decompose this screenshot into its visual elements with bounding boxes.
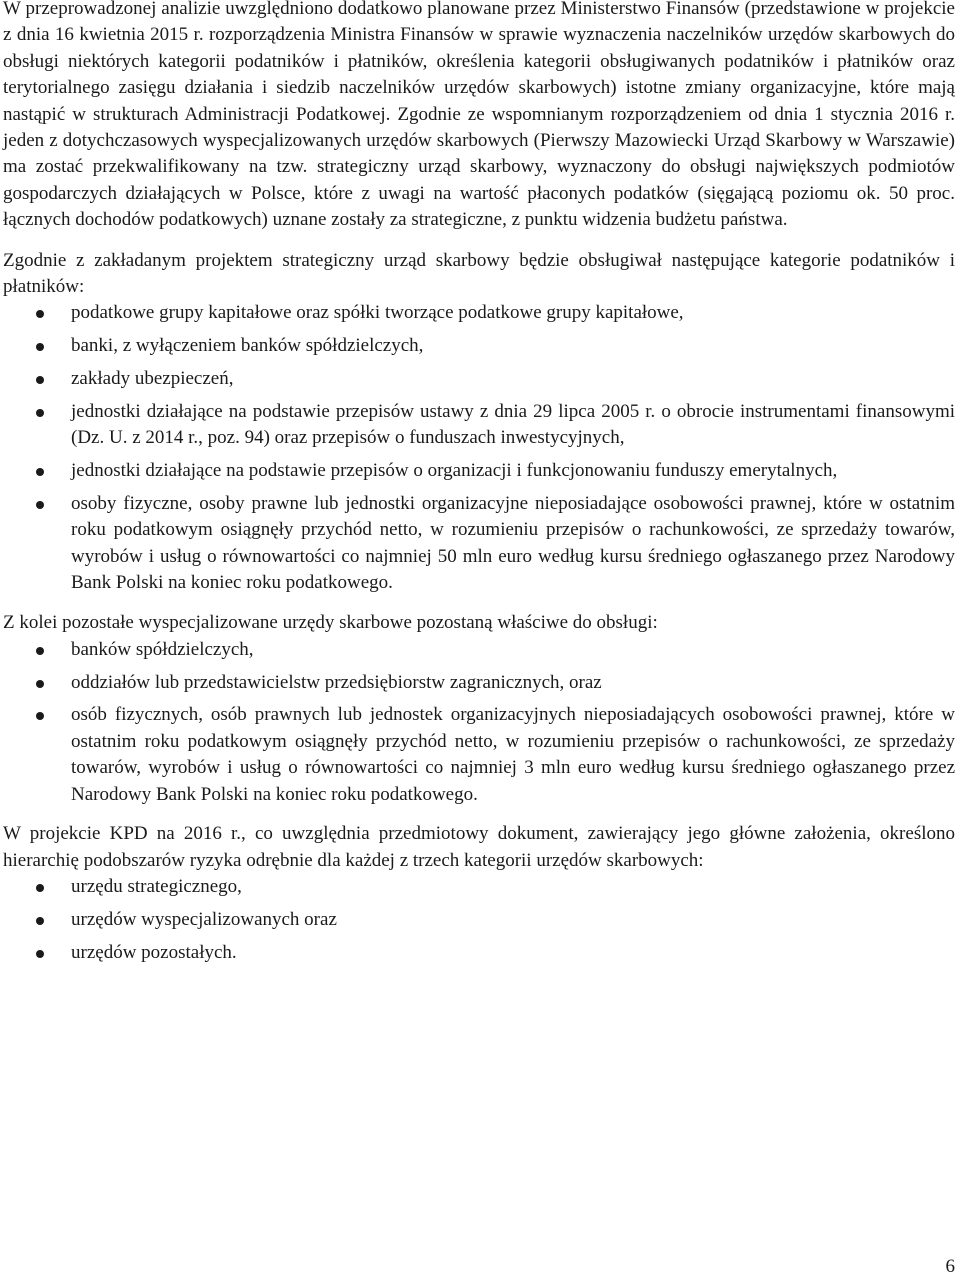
paragraph-kpd-project: W projekcie KPD na 2016 r., co uwzględnia przedmiotowy dokument, zawierający jego główne założenia, określono hierarchię podobszarów ryzyka odrębnie dla każdej z trzech kategorii urzędów skarbowych: <box>3 823 955 871</box>
list-item <box>3 940 955 966</box>
paragraph-analysis-intro: W przeprowadzonej analizie uwzględniono dodatkowo planowane przez Ministerstwo Finansów (przedstawione w projekcie z dnia 16 kwietnia 2015 r. rozporządzenia Ministra Finansów w sprawie wyznaczenia naczelników urzędów skarbowych do obsługi niektórych kategorii podatników i płatników, określenia kategorii obsługiwanych podatników i płatników oraz terytorialnego zasięgu działania i siedzib naczelników urzędów skarbowych) istotne zmiany organizacyjne, które mają nastąpić w strukturach Administracji Podatkowej. Zgodnie ze wspomnianym rozporządzeniem od dnia 1 stycznia 2016 r. jeden z dotychczasowych wyspecjalizowanych urzędów skarbowych (Pierwszy Mazowiecki Urząd Skarbowy w Warszawie) ma zostać przekwalifikowany na tzw. strategiczny urząd skarbowy, wyznaczony do obsługi największych podmiotów gospodarczych działających w Polsce, które z uwagi na wartość płaconych podatków (sięgającą poziomu ok. 50 proc. łącznych dochodów podatkowych) uznane zostały za strategiczne, z punktu widzenia budżetu państwa. <box>3 0 955 231</box>
list-item-text: banków spółdzielczych, <box>71 638 254 660</box>
bullet-icon <box>36 376 44 384</box>
bullet-icon <box>36 712 44 720</box>
list-item-text: banki, z wyłączeniem banków spółdzielczych, <box>71 335 424 357</box>
bullet-icon <box>36 917 44 925</box>
list-item-text: osoby fizyczne, osoby prawne lub jednostki organizacyjne nieposiadające osobowości prawnej, które w ostatnim roku podatkowym osiągnęły przychód netto, w rozumieniu przepisów o rachunkowości, ze sprzedaży towarów, wyrobów i usług o równowartości co najmniej 50 mln euro według kursu średniego ogłaszanego przez Narodowy Bank Polski na koniec roku podatkowego. <box>71 492 955 594</box>
list-item-text: urzędów pozostałych. <box>71 941 237 963</box>
bullet-icon <box>36 409 44 417</box>
list-item-text: osób fizycznych, osób prawnych lub jednostek organizacyjnych nieposiadających osobowości prawnej, które w ostatnim roku podatkowym osiągnęły przychód netto, w rozumieniu przepisów o rachunkowości, ze sprzedaży towarów, wyrobów i usług o równowartości co najmniej 3 mln euro według kursu średniego ogłaszanego przez Narodowy Bank Polski na koniec roku podatkowego. <box>71 704 955 805</box>
bullet-icon <box>36 950 44 958</box>
list-item-text: podatkowe grupy kapitałowe oraz spółki tworzące podatkowe grupy kapitałowe, <box>71 302 684 324</box>
paragraph-specialized-offices-intro: Z kolei pozostałe wyspecjalizowane urzędy skarbowe pozostaną właściwe do obsługi: <box>3 612 658 634</box>
list-strategic-office-taxpayers <box>3 300 955 596</box>
list-item <box>3 670 955 696</box>
bullet-icon <box>36 647 44 655</box>
list-item <box>3 333 955 359</box>
list-item <box>3 702 955 808</box>
list-item <box>3 458 955 484</box>
bullet-icon <box>36 680 44 688</box>
paragraph-strategic-categories-intro: Zgodnie z zakładanym projektem strategiczny urząd skarbowy będzie obsługiwał następujące kategorie podatników i płatników: <box>3 249 955 298</box>
list-item <box>3 300 955 326</box>
list-item-text: jednostki działające na podstawie przepisów ustawy z dnia 29 lipca 2005 r. o obrocie instrumentami finansowymi (Dz. U. z 2014 r., poz. 94) oraz przepisów o funduszach inwestycyjnych, <box>71 400 955 449</box>
document-page <box>3 0 955 972</box>
list-item-text: urzędów wyspecjalizowanych oraz <box>71 908 337 930</box>
list-item-text: zakłady ubezpieczeń, <box>71 368 234 390</box>
list-item-text: jednostki działające na podstawie przepisów o organizacji i funkcjonowaniu funduszy emerytalnych, <box>71 460 838 482</box>
bullet-icon <box>36 343 44 351</box>
list-item <box>3 491 955 597</box>
page-number: 6 <box>945 1256 955 1277</box>
list-item <box>3 399 955 452</box>
list-office-categories <box>3 874 955 966</box>
bullet-icon <box>36 468 44 476</box>
list-item <box>3 366 955 392</box>
list-item <box>3 907 955 933</box>
list-item-text: oddziałów lub przedstawicielstw przedsiębiorstw zagranicznych, oraz <box>71 671 602 693</box>
bullet-icon <box>36 501 44 509</box>
bullet-icon <box>36 884 44 892</box>
bullet-icon <box>36 310 44 318</box>
list-item <box>3 637 955 663</box>
list-item-text: urzędu strategicznego, <box>71 875 242 897</box>
list-specialized-office-taxpayers <box>3 637 955 808</box>
list-item <box>3 874 955 900</box>
